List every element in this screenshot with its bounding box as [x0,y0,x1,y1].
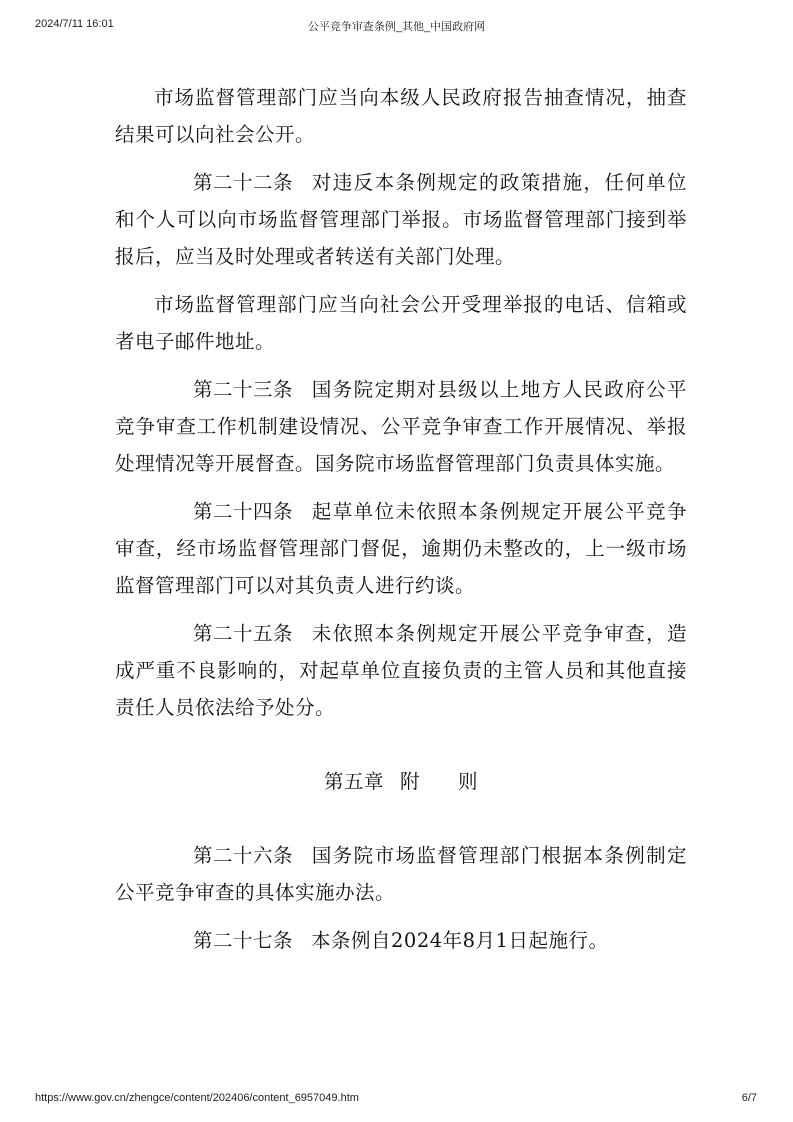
article-number: 第二十六条 [193,844,294,867]
article-25 [115,615,687,726]
page-number: 6/7 [741,1092,757,1104]
article-text: 本条例自2024年8月1日起施行。 [311,929,609,952]
paragraph-report-results: 市场监督管理部门应当向本级人民政府报告抽查情况，抽查结果可以向社会公开。 [115,86,687,146]
article-text: 起草单位未依照本条例规定开展公平竞争审查，经市场监督管理部门督促，逾期仍未整改的，上一级市场监督管理部门可以对其负责人进行约谈。 [115,500,687,597]
article-22 [115,164,687,275]
chapter-title-part: 附 [399,770,420,793]
article-text: 未依照本条例规定开展公平竞争审查，造成严重不良影响的，对起草单位直接负责的主管人员和其他直接责任人员依法给予处分。 [115,622,687,719]
article-text: 对违反本条例规定的政策措施，任何单位和个人可以向市场监督管理部门举报。市场监督管理部门接到举报后，应当及时处理或者转送有关部门处理。 [115,171,687,268]
chapter-heading [115,763,687,800]
paragraph-report-channels: 市场监督管理部门应当向社会公开受理举报的电话、信箱或者电子邮件地址。 [115,293,687,353]
article-text: 国务院定期对县级以上地方人民政府公平竞争审查工作机制建设情况、公平竞争审查工作开展情况、举报处理情况等开展督查。国务院市场监督管理部门负责具体实施。 [115,378,687,475]
print-header [0,18,793,34]
chapter-number: 第五章 [323,770,384,793]
article-number: 第二十五条 [193,622,294,645]
document-title: 公平竞争审查条例_其他_中国政府网 [307,21,486,33]
article-number: 第二十二条 [193,171,294,194]
chapter-title-part: 则 [458,770,479,793]
article-23 [115,371,687,482]
print-footer [0,1092,793,1108]
document-body [115,79,687,970]
article-26 [115,837,687,911]
article-text: 国务院市场监督管理部门根据本条例制定公平竞争审查的具体实施办法。 [115,844,687,904]
article-24 [115,493,687,604]
article-number: 第二十七条 [193,929,294,952]
print-datetime: 2024/7/11 16:01 [35,18,114,30]
article-27 [115,922,687,959]
article-number: 第二十三条 [193,378,294,401]
article-number: 第二十四条 [193,500,294,523]
page-url: https://www.gov.cn/zhengce/content/202406/content_6957049.htm [35,1092,359,1104]
